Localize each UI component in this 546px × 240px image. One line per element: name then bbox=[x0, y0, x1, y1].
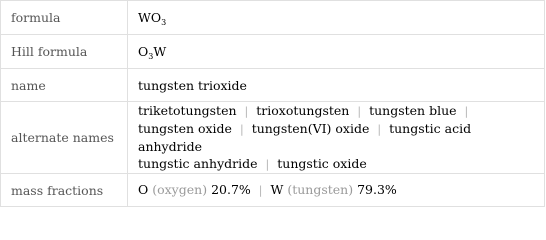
alternate-name: tungstic acid anhydride bbox=[138, 121, 472, 154]
element-symbol: W bbox=[270, 182, 284, 197]
alternate-name: trioxotungsten bbox=[256, 103, 350, 118]
alternate-name: tungstic oxide bbox=[277, 156, 367, 171]
separator: | bbox=[464, 105, 469, 118]
alternate-name: triketotungsten bbox=[138, 103, 237, 118]
element-symbol: O bbox=[138, 182, 149, 197]
table-row-mass-fractions bbox=[1, 174, 545, 207]
table-row-formula bbox=[1, 1, 545, 35]
separator: | bbox=[265, 158, 270, 171]
element-name: (tungsten) bbox=[287, 182, 354, 197]
hill-formula-value bbox=[128, 35, 545, 69]
hill-formula-label: Hill formula bbox=[1, 35, 128, 69]
alternate-names-label: alternate names bbox=[1, 102, 128, 174]
hill-formula-part-1: $O_3$ bbox=[138, 44, 154, 61]
separator: | bbox=[377, 123, 382, 136]
formula-part-1: $WO_3$ bbox=[138, 10, 167, 27]
mass-fractions-value bbox=[128, 174, 545, 207]
alternate-name: tungsten blue bbox=[369, 103, 457, 118]
mass-fractions-label: mass fractions bbox=[1, 174, 128, 207]
separator: | bbox=[258, 184, 263, 197]
table-row-alternate-names bbox=[1, 102, 545, 174]
separator: | bbox=[244, 105, 249, 118]
alternate-names-value bbox=[128, 102, 545, 174]
alternate-name: tungstic anhydride bbox=[138, 156, 258, 171]
separator: | bbox=[239, 123, 244, 136]
hill-formula-part-2: W bbox=[153, 44, 167, 59]
alternate-name: tungsten oxide bbox=[138, 121, 232, 136]
separator: | bbox=[357, 105, 362, 118]
name-label: name bbox=[1, 69, 128, 102]
formula-value bbox=[128, 1, 545, 35]
mass-fraction-value: 20.7% bbox=[211, 182, 251, 197]
element-name: (oxygen) bbox=[152, 182, 208, 197]
table-row-hill-formula bbox=[1, 35, 545, 69]
formula-label: formula bbox=[1, 1, 128, 35]
mass-fraction-value: 79.3% bbox=[357, 182, 397, 197]
name-value: tungsten trioxide bbox=[128, 69, 545, 102]
alternate-name: tungsten(VI) oxide bbox=[251, 121, 370, 136]
table-row-name bbox=[1, 69, 545, 102]
